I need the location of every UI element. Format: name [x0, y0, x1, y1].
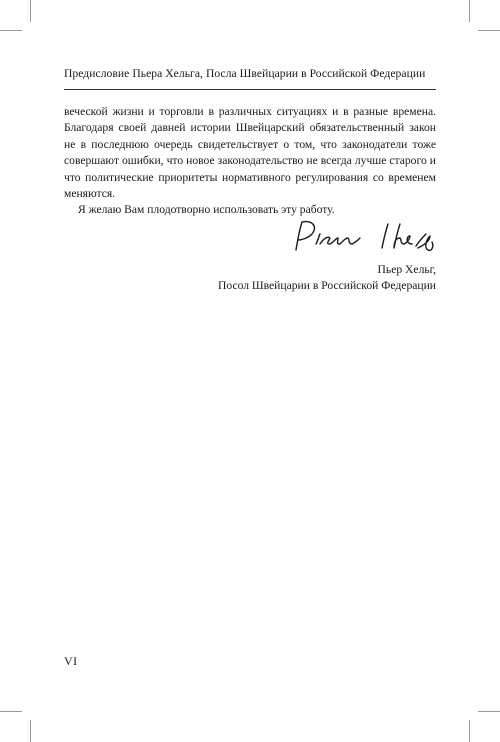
crop-mark: [478, 30, 500, 31]
crop-mark: [478, 711, 500, 712]
page-number: VI: [64, 654, 78, 668]
crop-mark: [0, 711, 22, 712]
running-head: Предисловие Пьера Хельга, Посла Швейцарии в Российской Федерации: [64, 67, 426, 80]
signature-block: [218, 262, 436, 295]
crop-mark: [469, 720, 470, 742]
crop-mark: [0, 30, 22, 31]
body-text: [64, 104, 436, 219]
crop-mark: [30, 720, 31, 742]
signer-title: Посол Швейцарии в Российской Федерации: [218, 279, 436, 293]
crop-mark: [30, 0, 31, 22]
paragraph: веческой жизни и торговли в различных ситуациях и в разные времена. Благодаря своей давней истории Швейцарский обязательственный закон не в последнюю очередь свидетельствует о том, что законодатели тоже совершают ошибки, что новое законодательство не всегда лучше старого и что политические приоритеты нормативного регулирования со временем меняются.: [64, 105, 436, 201]
paragraph: Я желаю Вам плодотворно использовать эту работу.: [78, 203, 335, 217]
signer-name: Пьер Хельг,: [377, 263, 436, 276]
header-divider: [64, 89, 436, 90]
handwritten-signature: [290, 214, 440, 262]
crop-mark: [469, 0, 470, 22]
